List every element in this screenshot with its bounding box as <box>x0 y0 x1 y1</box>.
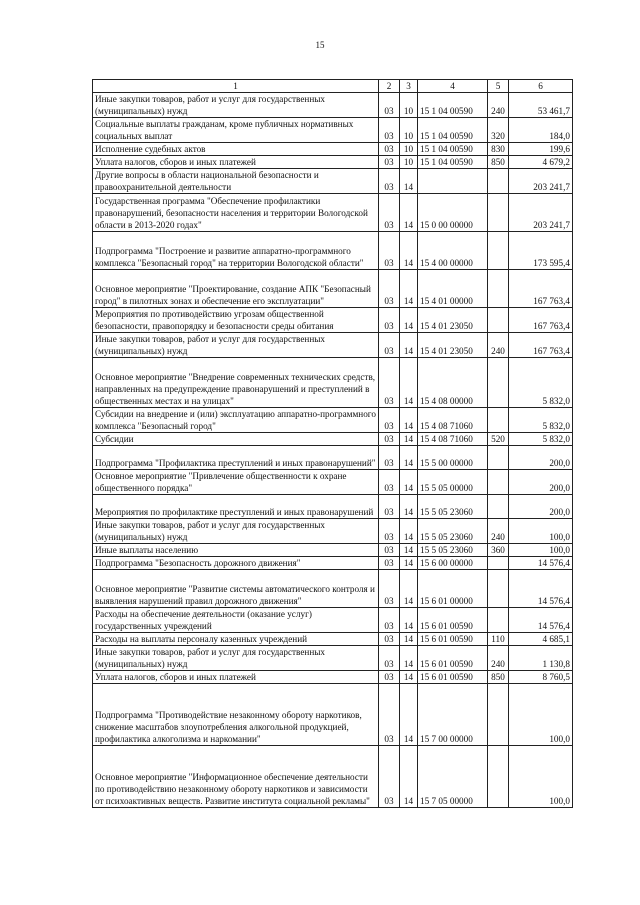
cell-target-article: 15 5 00 00000 <box>418 446 488 470</box>
cell-target-article: 15 1 04 00590 <box>418 143 488 156</box>
cell-subsection: 14 <box>400 646 418 671</box>
cell-section: 03 <box>379 633 400 646</box>
cell-target-article: 15 6 00 00000 <box>418 557 488 570</box>
cell-name: Уплата налогов, сборов и иных платежей <box>93 671 379 684</box>
cell-target-article: 15 5 05 23060 <box>418 544 488 557</box>
cell-subsection: 14 <box>400 570 418 608</box>
cell-expense-type: 320 <box>488 118 509 143</box>
cell-expense-type <box>488 408 509 433</box>
cell-section: 03 <box>379 495 400 519</box>
cell-subsection: 14 <box>400 308 418 333</box>
cell-expense-type <box>488 470 509 495</box>
cell-expense-type <box>488 232 509 270</box>
table-row <box>93 433 573 446</box>
cell-target-article: 15 6 01 00590 <box>418 671 488 684</box>
table-row <box>93 143 573 156</box>
cell-subsection: 14 <box>400 519 418 544</box>
cell-subsection: 14 <box>400 169 418 194</box>
cell-name: Уплата налогов, сборов и иных платежей <box>93 156 379 169</box>
cell-section: 03 <box>379 156 400 169</box>
cell-target-article: 15 1 04 00590 <box>418 93 488 118</box>
cell-subsection: 14 <box>400 333 418 358</box>
cell-amount: 53 461,7 <box>509 93 573 118</box>
cell-name: Подпрограмма "Безопасность дорожного движения" <box>93 557 379 570</box>
header-col-1: 1 <box>93 80 379 93</box>
cell-name: Иные закупки товаров, работ и услуг для государственных (муниципальных) нужд <box>93 333 379 358</box>
cell-subsection: 14 <box>400 194 418 232</box>
cell-section: 03 <box>379 446 400 470</box>
cell-section: 03 <box>379 169 400 194</box>
cell-amount: 14 576,4 <box>509 557 573 570</box>
cell-section: 03 <box>379 408 400 433</box>
cell-name: Основное мероприятие "Информационное обеспечение деятельности по противодействию незаконному обороту наркотиков и зависимости от психоактивных веществ. Развитие института социальной рекламы" <box>93 746 379 808</box>
table-row <box>93 633 573 646</box>
cell-section: 03 <box>379 570 400 608</box>
header-col-2: 2 <box>379 80 400 93</box>
cell-expense-type <box>488 495 509 519</box>
table-row <box>93 118 573 143</box>
cell-name: Основное мероприятие "Внедрение современных технических средств, направленных на предупреждение правонарушений и преступлений в общественных местах и на улицах" <box>93 358 379 408</box>
header-col-6: 6 <box>509 80 573 93</box>
header-col-5: 5 <box>488 80 509 93</box>
cell-subsection: 14 <box>400 671 418 684</box>
table-row <box>93 232 573 270</box>
cell-expense-type: 850 <box>488 156 509 169</box>
cell-amount: 167 763,4 <box>509 333 573 358</box>
cell-target-article: 15 5 05 23060 <box>418 495 488 519</box>
cell-section: 03 <box>379 684 400 746</box>
header-row <box>93 80 573 93</box>
cell-subsection: 14 <box>400 433 418 446</box>
cell-amount: 167 763,4 <box>509 308 573 333</box>
cell-amount: 4 679,2 <box>509 156 573 169</box>
cell-target-article: 15 4 01 00000 <box>418 270 488 308</box>
cell-name: Субсидии <box>93 433 379 446</box>
cell-name: Подпрограмма "Профилактика преступлений и иных правонарушений" <box>93 446 379 470</box>
cell-subsection: 14 <box>400 557 418 570</box>
cell-section: 03 <box>379 557 400 570</box>
cell-name: Иные закупки товаров, работ и услуг для государственных (муниципальных) нужд <box>93 646 379 671</box>
table-row <box>93 646 573 671</box>
budget-table <box>92 79 573 808</box>
cell-name: Основное мероприятие "Привлечение общественности к охране общественного порядка" <box>93 470 379 495</box>
table-row <box>93 156 573 169</box>
cell-name: Основное мероприятие "Развитие системы автоматического контроля и выявления нарушений правил дорожного движения" <box>93 570 379 608</box>
cell-expense-type: 240 <box>488 93 509 118</box>
cell-target-article: 15 7 05 00000 <box>418 746 488 808</box>
cell-target-article: 15 4 01 23050 <box>418 308 488 333</box>
cell-target-article: 15 7 00 00000 <box>418 684 488 746</box>
cell-amount: 14 576,4 <box>509 570 573 608</box>
cell-amount: 100,0 <box>509 519 573 544</box>
cell-name: Субсидии на внедрение и (или) эксплуатацию аппаратно-программного комплекса "Безопасный город" <box>93 408 379 433</box>
cell-expense-type <box>488 194 509 232</box>
cell-section: 03 <box>379 308 400 333</box>
cell-name: Расходы на обеспечение деятельности (оказание услуг) государственных учреждений <box>93 608 379 633</box>
cell-subsection: 14 <box>400 608 418 633</box>
table-row <box>93 408 573 433</box>
cell-section: 03 <box>379 470 400 495</box>
table-row <box>93 470 573 495</box>
cell-subsection: 14 <box>400 270 418 308</box>
cell-expense-type: 520 <box>488 433 509 446</box>
cell-name: Мероприятия по противодействию угрозам общественной безопасности, правопорядку и безопасности среды обитания <box>93 308 379 333</box>
cell-target-article <box>418 169 488 194</box>
cell-amount: 5 832,0 <box>509 358 573 408</box>
cell-subsection: 10 <box>400 156 418 169</box>
table-row <box>93 570 573 608</box>
cell-amount: 1 130,8 <box>509 646 573 671</box>
cell-expense-type <box>488 608 509 633</box>
cell-target-article: 15 6 01 00000 <box>418 570 488 608</box>
cell-amount: 173 595,4 <box>509 232 573 270</box>
cell-amount: 203 241,7 <box>509 169 573 194</box>
cell-subsection: 14 <box>400 746 418 808</box>
table-row <box>93 746 573 808</box>
table-row <box>93 333 573 358</box>
cell-expense-type <box>488 358 509 408</box>
cell-amount: 203 241,7 <box>509 194 573 232</box>
cell-name: Другие вопросы в области национальной безопасности и правоохранительной деятельности <box>93 169 379 194</box>
cell-target-article: 15 5 05 00000 <box>418 470 488 495</box>
cell-amount: 200,0 <box>509 470 573 495</box>
cell-expense-type <box>488 557 509 570</box>
cell-amount: 200,0 <box>509 495 573 519</box>
cell-subsection: 10 <box>400 143 418 156</box>
cell-amount: 5 832,0 <box>509 433 573 446</box>
cell-expense-type: 850 <box>488 671 509 684</box>
cell-section: 03 <box>379 671 400 684</box>
cell-section: 03 <box>379 194 400 232</box>
cell-name: Основное мероприятие "Проектирование, создание АПК "Безопасный город" в пилотных зонах и обеспечение его эксплуатации" <box>93 270 379 308</box>
cell-expense-type <box>488 746 509 808</box>
cell-name: Социальные выплаты гражданам, кроме публичных нормативных социальных выплат <box>93 118 379 143</box>
cell-name: Иные закупки товаров, работ и услуг для государственных (муниципальных) нужд <box>93 93 379 118</box>
cell-expense-type <box>488 308 509 333</box>
cell-target-article: 15 4 08 71060 <box>418 433 488 446</box>
cell-target-article: 15 4 08 00000 <box>418 358 488 408</box>
cell-section: 03 <box>379 433 400 446</box>
cell-expense-type: 240 <box>488 646 509 671</box>
cell-subsection: 14 <box>400 470 418 495</box>
cell-subsection: 14 <box>400 684 418 746</box>
cell-section: 03 <box>379 232 400 270</box>
table-row <box>93 358 573 408</box>
cell-amount: 167 763,4 <box>509 270 573 308</box>
cell-name: Иные выплаты населению <box>93 544 379 557</box>
table-row <box>93 308 573 333</box>
page-number: 15 <box>315 40 325 50</box>
cell-target-article: 15 4 01 23050 <box>418 333 488 358</box>
cell-expense-type: 360 <box>488 544 509 557</box>
header-col-4: 4 <box>418 80 488 93</box>
cell-subsection: 14 <box>400 408 418 433</box>
cell-name: Подпрограмма "Противодействие незаконному обороту наркотиков, снижение масштабов злоупотребления алкогольной продукцией, профилактика алкоголизма и наркомании" <box>93 684 379 746</box>
cell-name: Расходы на выплаты персоналу казенных учреждений <box>93 633 379 646</box>
cell-target-article: 15 6 01 00590 <box>418 633 488 646</box>
cell-section: 03 <box>379 333 400 358</box>
cell-amount: 184,0 <box>509 118 573 143</box>
cell-expense-type: 240 <box>488 333 509 358</box>
cell-amount: 8 760,5 <box>509 671 573 684</box>
cell-section: 03 <box>379 93 400 118</box>
cell-target-article: 15 5 05 23060 <box>418 519 488 544</box>
header-col-3: 3 <box>400 80 418 93</box>
table-row <box>93 169 573 194</box>
table-row <box>93 608 573 633</box>
table-body <box>93 93 573 808</box>
cell-section: 03 <box>379 270 400 308</box>
table-header <box>93 80 573 93</box>
cell-subsection: 14 <box>400 358 418 408</box>
cell-section: 03 <box>379 358 400 408</box>
table-row <box>93 557 573 570</box>
cell-expense-type <box>488 169 509 194</box>
cell-expense-type: 110 <box>488 633 509 646</box>
cell-expense-type: 240 <box>488 519 509 544</box>
cell-subsection: 14 <box>400 446 418 470</box>
cell-amount: 4 685,1 <box>509 633 573 646</box>
cell-target-article: 15 6 01 00590 <box>418 646 488 671</box>
cell-section: 03 <box>379 118 400 143</box>
cell-amount: 199,6 <box>509 143 573 156</box>
table-row <box>93 544 573 557</box>
cell-subsection: 14 <box>400 232 418 270</box>
cell-section: 03 <box>379 519 400 544</box>
cell-amount: 100,0 <box>509 746 573 808</box>
cell-amount: 100,0 <box>509 544 573 557</box>
cell-target-article: 15 0 00 00000 <box>418 194 488 232</box>
table-row <box>93 495 573 519</box>
cell-target-article: 15 1 04 00590 <box>418 156 488 169</box>
cell-expense-type <box>488 684 509 746</box>
cell-target-article: 15 6 01 00590 <box>418 608 488 633</box>
cell-expense-type <box>488 270 509 308</box>
cell-amount: 5 832,0 <box>509 408 573 433</box>
cell-name: Государственная программа "Обеспечение профилактики правонарушений, безопасности населения и территории Вологодской области в 2013-2020 годах" <box>93 194 379 232</box>
cell-subsection: 14 <box>400 544 418 557</box>
cell-subsection: 14 <box>400 495 418 519</box>
table-row <box>93 93 573 118</box>
cell-target-article: 15 1 04 00590 <box>418 118 488 143</box>
cell-subsection: 10 <box>400 118 418 143</box>
cell-target-article: 15 4 00 00000 <box>418 232 488 270</box>
cell-amount: 200,0 <box>509 446 573 470</box>
cell-name: Исполнение судебных актов <box>93 143 379 156</box>
cell-expense-type <box>488 570 509 608</box>
cell-name: Мероприятия по профилактике преступлений и иных правонарушений <box>93 495 379 519</box>
cell-subsection: 10 <box>400 93 418 118</box>
cell-amount: 14 576,4 <box>509 608 573 633</box>
cell-amount: 100,0 <box>509 684 573 746</box>
table-row <box>93 684 573 746</box>
cell-section: 03 <box>379 143 400 156</box>
cell-section: 03 <box>379 746 400 808</box>
table-row <box>93 446 573 470</box>
table-row <box>93 270 573 308</box>
table-row <box>93 194 573 232</box>
cell-subsection: 14 <box>400 633 418 646</box>
cell-expense-type <box>488 446 509 470</box>
cell-section: 03 <box>379 544 400 557</box>
table-row <box>93 671 573 684</box>
cell-name: Подпрограмма "Построение и развитие аппаратно-программного комплекса "Безопасный город" на территории Вологодской области" <box>93 232 379 270</box>
table-row <box>93 519 573 544</box>
cell-expense-type: 830 <box>488 143 509 156</box>
cell-target-article: 15 4 08 71060 <box>418 408 488 433</box>
cell-section: 03 <box>379 646 400 671</box>
cell-name: Иные закупки товаров, работ и услуг для государственных (муниципальных) нужд <box>93 519 379 544</box>
cell-section: 03 <box>379 608 400 633</box>
